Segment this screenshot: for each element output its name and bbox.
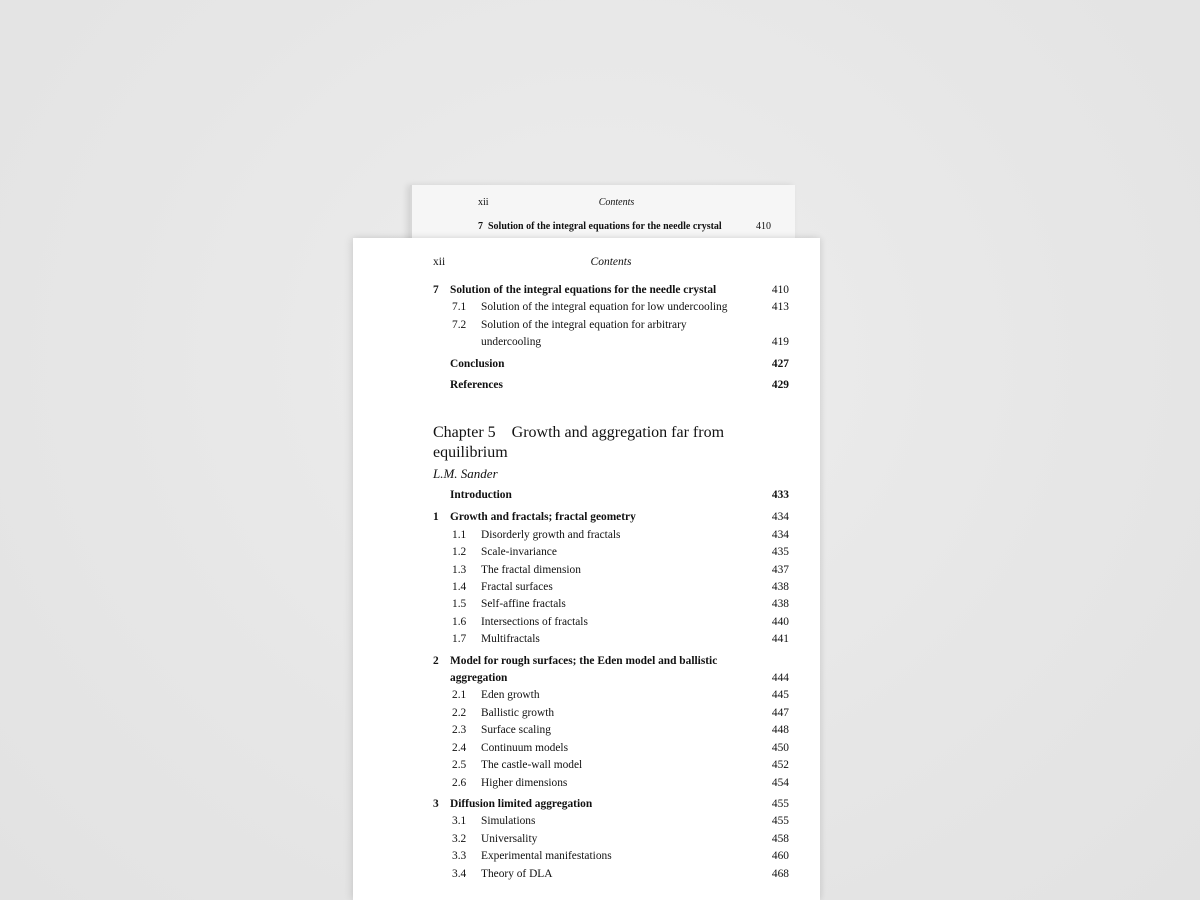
subsection-title: Higher dimensions bbox=[481, 776, 568, 789]
subsection-page: 452 bbox=[771, 759, 789, 772]
toc-subsection bbox=[433, 831, 789, 848]
subsection-title: Scale-invariance bbox=[481, 546, 557, 559]
section-page: 455 bbox=[771, 797, 789, 810]
subsection-title: Solution of the integral equation for arbitrary undercooling bbox=[481, 318, 687, 349]
subsection-title: Intersections of fractals bbox=[481, 615, 588, 628]
subsection-number: 2.6 bbox=[452, 776, 467, 789]
subsection-page: 454 bbox=[771, 776, 789, 789]
toc-subsection bbox=[433, 317, 789, 352]
section-page: 410 bbox=[771, 284, 789, 296]
section-number: 1 bbox=[433, 511, 439, 524]
toc-subsection bbox=[433, 562, 789, 579]
subsection-number: 2.2 bbox=[452, 706, 467, 719]
entry-title: References bbox=[450, 379, 503, 392]
running-header bbox=[433, 256, 789, 272]
toc-section bbox=[433, 509, 789, 526]
chapter-author: L.M. Sander bbox=[433, 466, 498, 481]
section-page: 434 bbox=[771, 511, 789, 524]
back-page-entry bbox=[478, 221, 771, 232]
toc-continued bbox=[433, 282, 789, 394]
section-title: Diffusion limited aggregation bbox=[450, 797, 593, 810]
subsection-number: 1.7 bbox=[452, 633, 467, 646]
subsection-title: Fractal surfaces bbox=[481, 581, 553, 594]
toc-subsection bbox=[433, 527, 789, 544]
subsection-number: 1.6 bbox=[452, 615, 467, 628]
entry-page: 429 bbox=[771, 379, 789, 392]
subsection-page: 455 bbox=[771, 815, 789, 828]
toc-subsection bbox=[433, 757, 789, 774]
page-number: xii bbox=[433, 256, 446, 268]
toc-subsection bbox=[433, 544, 789, 561]
toc-chapter-5 bbox=[433, 487, 789, 883]
subsection-number: 1.3 bbox=[452, 563, 467, 576]
toc-subsection bbox=[433, 631, 789, 648]
section-page: 444 bbox=[771, 672, 789, 685]
toc-section bbox=[433, 653, 789, 688]
toc-subsection bbox=[433, 705, 789, 722]
subsection-page: 468 bbox=[771, 867, 789, 880]
subsection-number: 2.3 bbox=[452, 724, 467, 737]
toc-entry-references bbox=[433, 377, 789, 394]
toc-subsection bbox=[433, 813, 789, 830]
subsection-page: 419 bbox=[771, 336, 789, 349]
subsection-title: Surface scaling bbox=[481, 724, 551, 737]
subsection-number: 1.1 bbox=[452, 528, 467, 541]
section-number: 2 bbox=[433, 654, 439, 667]
toc-subsection bbox=[433, 740, 789, 757]
toc-subsection bbox=[433, 596, 789, 613]
toc-subsection bbox=[433, 848, 789, 865]
toc-subsection bbox=[433, 687, 789, 704]
subsection-number: 3.3 bbox=[452, 850, 467, 863]
subsection-title: Self-affine fractals bbox=[481, 598, 566, 611]
subsection-title: Theory of DLA bbox=[481, 867, 553, 880]
back-page-header-title: Contents bbox=[598, 197, 635, 208]
subsection-page: 460 bbox=[771, 850, 789, 863]
subsection-title: Universality bbox=[481, 832, 538, 845]
toc-subsection bbox=[433, 775, 789, 792]
subsection-number: 3.1 bbox=[452, 815, 467, 828]
subsection-page: 435 bbox=[771, 546, 789, 559]
toc-subsection bbox=[433, 299, 789, 316]
subsection-number: 1.2 bbox=[452, 546, 467, 559]
subsection-title: The castle-wall model bbox=[481, 759, 583, 772]
subsection-title: Simulations bbox=[481, 815, 536, 828]
subsection-page: 447 bbox=[771, 706, 789, 719]
section-title: Model for rough surfaces; the Eden model and ballistic aggregation bbox=[450, 654, 718, 685]
section-title: Solution of the integral equations for the needle crystal bbox=[450, 284, 717, 296]
subsection-number: 3.2 bbox=[452, 832, 467, 845]
subsection-number: 1.5 bbox=[452, 598, 467, 611]
subsection-number: 7.1 bbox=[452, 301, 467, 314]
entry-title: Conclusion bbox=[450, 357, 505, 370]
toc-subsection bbox=[433, 579, 789, 596]
subsection-title: Multifractals bbox=[481, 633, 540, 646]
toc-section bbox=[433, 796, 789, 813]
subsection-page: 413 bbox=[771, 301, 789, 314]
section-title: Growth and fractals; fractal geometry bbox=[450, 511, 636, 524]
toc-subsection bbox=[433, 866, 789, 883]
subsection-page: 448 bbox=[771, 724, 789, 737]
subsection-title: Experimental manifestations bbox=[481, 850, 612, 863]
subsection-number: 2.4 bbox=[452, 741, 467, 754]
subsection-page: 450 bbox=[771, 741, 789, 754]
subsection-page: 440 bbox=[771, 615, 789, 628]
subsection-page: 441 bbox=[771, 633, 789, 646]
entry-title: Introduction bbox=[450, 489, 512, 501]
toc-subsection bbox=[433, 614, 789, 631]
toc-entry-conclusion bbox=[433, 356, 789, 373]
chapter-heading: Chapter 5 Growth and aggregation far from equilibrium bbox=[433, 424, 729, 461]
entry-page: 427 bbox=[771, 357, 789, 370]
subsection-title: Eden growth bbox=[481, 689, 540, 702]
subsection-number: 1.4 bbox=[452, 581, 467, 594]
subsection-page: 445 bbox=[771, 689, 789, 702]
subsection-number: 7.2 bbox=[452, 318, 467, 331]
subsection-title: The fractal dimension bbox=[481, 563, 581, 576]
subsection-number: 2.1 bbox=[452, 689, 467, 702]
subsection-number: 2.5 bbox=[452, 759, 467, 772]
toc-entry-introduction bbox=[433, 487, 789, 504]
subsection-page: 434 bbox=[771, 528, 789, 541]
entry-page: 433 bbox=[771, 489, 789, 501]
subsection-page: 438 bbox=[771, 581, 789, 594]
subsection-title: Disorderly growth and fractals bbox=[481, 528, 621, 541]
subsection-number: 3.4 bbox=[452, 867, 467, 880]
back-page-number: xii bbox=[478, 197, 489, 208]
section-number: 7 bbox=[433, 284, 439, 296]
back-entry-number: 7 bbox=[478, 221, 483, 232]
front-page bbox=[353, 238, 820, 900]
back-entry-page: 410 bbox=[756, 221, 771, 232]
running-header-title: Contents bbox=[590, 256, 632, 268]
toc-section bbox=[433, 282, 789, 299]
back-entry-title: Solution of the integral equations for the needle crystal bbox=[488, 221, 722, 232]
subsection-page: 458 bbox=[771, 832, 789, 845]
subsection-page: 438 bbox=[771, 598, 789, 611]
toc-subsection bbox=[433, 722, 789, 739]
section-number: 3 bbox=[433, 797, 439, 810]
subsection-title: Solution of the integral equation for low undercooling bbox=[481, 301, 728, 314]
subsection-title: Continuum models bbox=[481, 741, 569, 754]
subsection-page: 437 bbox=[771, 563, 789, 576]
subsection-title: Ballistic growth bbox=[481, 706, 555, 719]
